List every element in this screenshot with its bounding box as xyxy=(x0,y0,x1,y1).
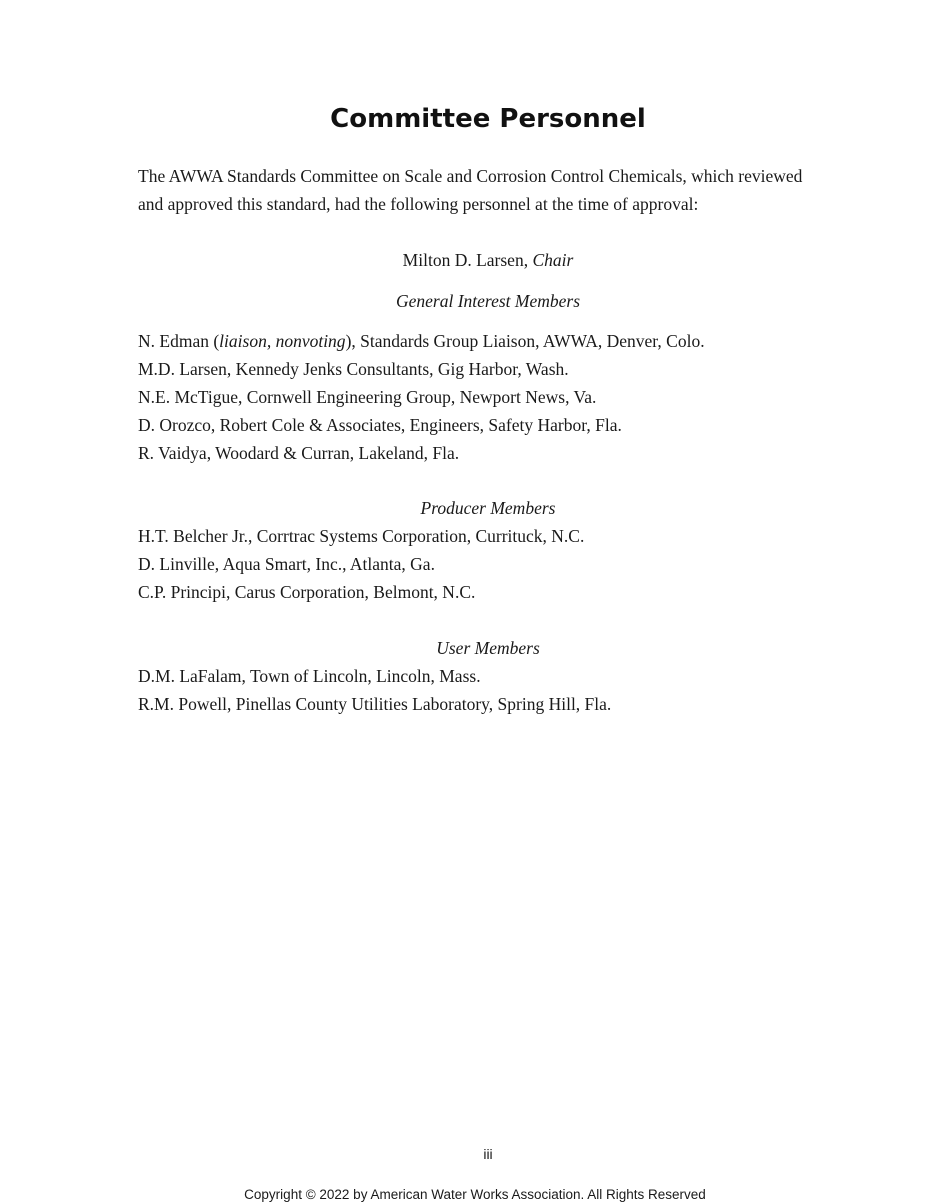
user-members-list xyxy=(138,662,838,718)
member-name: N. Edman ( xyxy=(138,331,220,351)
section-heading-producer: Producer Members xyxy=(420,498,556,518)
list-item: C.P. Principi, Carus Corporation, Belmont, N.C. xyxy=(138,582,476,602)
copyright-footer: Copyright © 2022 by American Water Works Association. All Rights Reserved xyxy=(244,1187,706,1202)
section-heading-user: User Members xyxy=(436,638,540,658)
list-item: N.E. McTigue, Cornwell Engineering Group, Newport News, Va. xyxy=(138,387,597,407)
intro-line: and approved this standard, had the following personnel at the time of approval: xyxy=(138,194,699,214)
list-item: D.M. LaFalam, Town of Lincoln, Lincoln, Mass. xyxy=(138,666,481,686)
chair-role: Chair xyxy=(532,250,574,270)
general-members-list xyxy=(138,327,838,467)
page-title: Committee Personnel xyxy=(330,104,646,134)
member-affiliation: ), Standards Group Liaison, AWWA, Denver, Colo. xyxy=(345,331,705,351)
list-item: R.M. Powell, Pinellas County Utilities Laboratory, Spring Hill, Fla. xyxy=(138,694,612,714)
chair-name: Milton D. Larsen, xyxy=(402,250,533,270)
list-item: H.T. Belcher Jr., Corrtrac Systems Corporation, Currituck, N.C. xyxy=(138,526,585,546)
section-heading-general: General Interest Members xyxy=(395,291,581,311)
list-item: D. Linville, Aqua Smart, Inc., Atlanta, Ga. xyxy=(138,554,435,574)
list-item: R. Vaidya, Woodard & Curran, Lakeland, Fla. xyxy=(138,443,460,463)
intro-paragraph xyxy=(138,162,838,218)
chair-line xyxy=(138,246,838,274)
list-item xyxy=(138,327,838,355)
member-note: liaison, nonvoting xyxy=(219,331,346,351)
list-item: D. Orozco, Robert Cole & Associates, Engineers, Safety Harbor, Fla. xyxy=(138,415,622,435)
page-number: iii xyxy=(483,1146,493,1162)
list-item: M.D. Larsen, Kennedy Jenks Consultants, Gig Harbor, Wash. xyxy=(138,359,569,379)
producer-members-list xyxy=(138,522,838,606)
intro-line: The AWWA Standards Committee on Scale and Corrosion Control Chemicals, which reviewed xyxy=(138,166,803,186)
